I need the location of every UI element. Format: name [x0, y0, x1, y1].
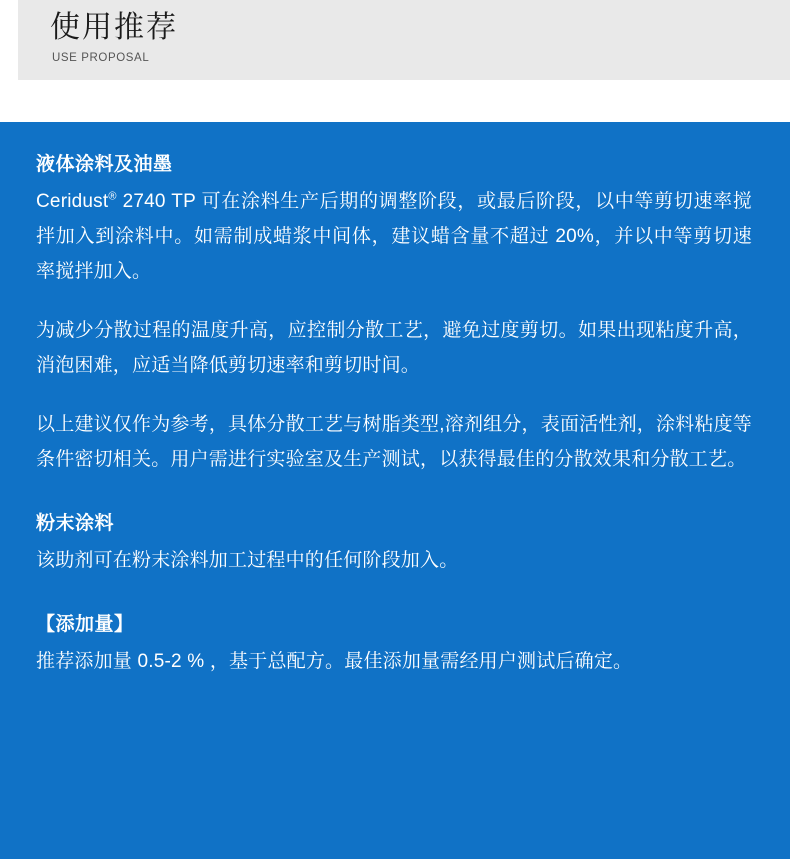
- section-spacer: [36, 499, 752, 509]
- section-spacer: [36, 600, 752, 610]
- product-name: Ceridust: [36, 191, 109, 212]
- page-title: 使用推荐: [50, 11, 178, 44]
- paragraph: 该助剂可在粉末涂料加工过程中的任何阶段加入。: [36, 550, 459, 571]
- section-heading: 【添加量】: [36, 614, 134, 635]
- section-liquid-coatings: [36, 150, 752, 477]
- section-dosage: [36, 610, 752, 679]
- paragraph: 为减少分散过程的温度升高，应控制分散工艺，避免过度剪切。如果出现粘度升高，消泡困难，应适当降低剪切速率和剪切时间。: [36, 320, 752, 376]
- registered-mark: ®: [108, 190, 117, 203]
- header-left-accent: [0, 0, 18, 80]
- page-subtitle: USE PROPOSAL: [52, 52, 150, 64]
- header-title-group: [50, 8, 178, 66]
- content-panel: [0, 122, 790, 859]
- page-header: [0, 0, 790, 80]
- paragraph-rest: 2740 TP 可在涂料生产后期的调整阶段，或最后阶段，以中等剪切速率搅拌加入到涂料中。如需制成蜡浆中间体，建议蜡含量不超过 20%，并以中等剪切速率搅拌加入。: [36, 191, 752, 282]
- section-heading: 粉末涂料: [36, 513, 115, 534]
- content-inner: [36, 150, 752, 679]
- paragraph: 推荐添加量 0.5-2 % ，基于总配方。最佳添加量需经用户测试后确定。: [36, 651, 633, 672]
- header-body-gap: [0, 80, 790, 122]
- paragraph: 以上建议仅作为参考，具体分散工艺与树脂类型,溶剂组分，表面活性剂，涂料粘度等条件密切相关。用户需进行实验室及生产测试，以获得最佳的分散效果和分散工艺。: [36, 414, 752, 470]
- section-heading: 液体涂料及油墨: [36, 154, 173, 175]
- section-powder-coatings: [36, 509, 752, 578]
- paragraph: [36, 184, 752, 289]
